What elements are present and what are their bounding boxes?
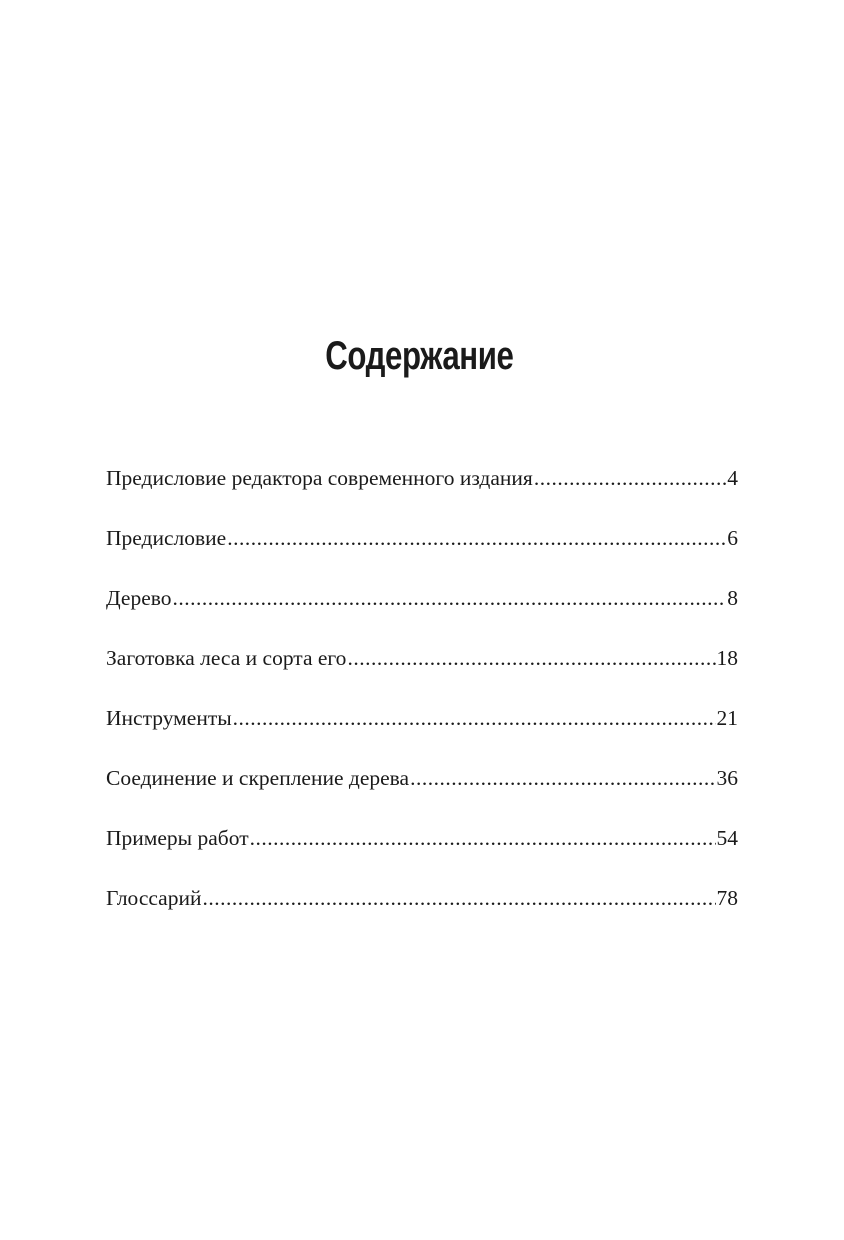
toc-entry[interactable] — [106, 518, 738, 578]
toc-entry-page: 6 — [727, 526, 738, 550]
dot-leader — [227, 518, 726, 558]
toc-entry-label: Предисловие — [106, 526, 227, 550]
toc-entry-label: Дерево — [106, 586, 172, 610]
toc-entry[interactable] — [106, 638, 738, 698]
dot-leader — [250, 818, 716, 858]
toc-entry-page: 54 — [716, 826, 738, 850]
toc-entry-page: 78 — [716, 886, 738, 910]
toc-entry-page: 4 — [727, 466, 738, 490]
dot-leader — [347, 638, 715, 678]
toc-entry-label: Соединение и скрепление дерева — [106, 766, 410, 790]
toc-entry[interactable] — [106, 458, 738, 518]
toc-entry-label: Заготовка леса и сорта его — [106, 646, 347, 670]
toc-entry-page: 21 — [716, 706, 738, 730]
toc-entry[interactable] — [106, 818, 738, 878]
toc-entry-label: Инструменты — [106, 706, 232, 730]
dot-leader — [173, 578, 727, 618]
toc-entry[interactable] — [106, 758, 738, 818]
dot-leader — [233, 698, 716, 738]
toc-entry[interactable] — [106, 578, 738, 638]
toc-entry-page: 36 — [716, 766, 738, 790]
table-of-contents — [106, 458, 738, 938]
toc-entry-label: Предисловие редактора современного издания — [106, 466, 533, 490]
toc-entry[interactable] — [106, 698, 738, 758]
page-title: Содержание — [325, 334, 514, 378]
toc-entry[interactable] — [106, 878, 738, 938]
dot-leader — [534, 458, 726, 498]
toc-entry-page: 18 — [716, 646, 738, 670]
dot-leader — [410, 758, 715, 798]
dot-leader — [202, 878, 715, 918]
toc-entry-label: Глоссарий — [106, 886, 202, 910]
toc-entry-label: Примеры работ — [106, 826, 249, 850]
toc-entry-page: 8 — [727, 586, 738, 610]
